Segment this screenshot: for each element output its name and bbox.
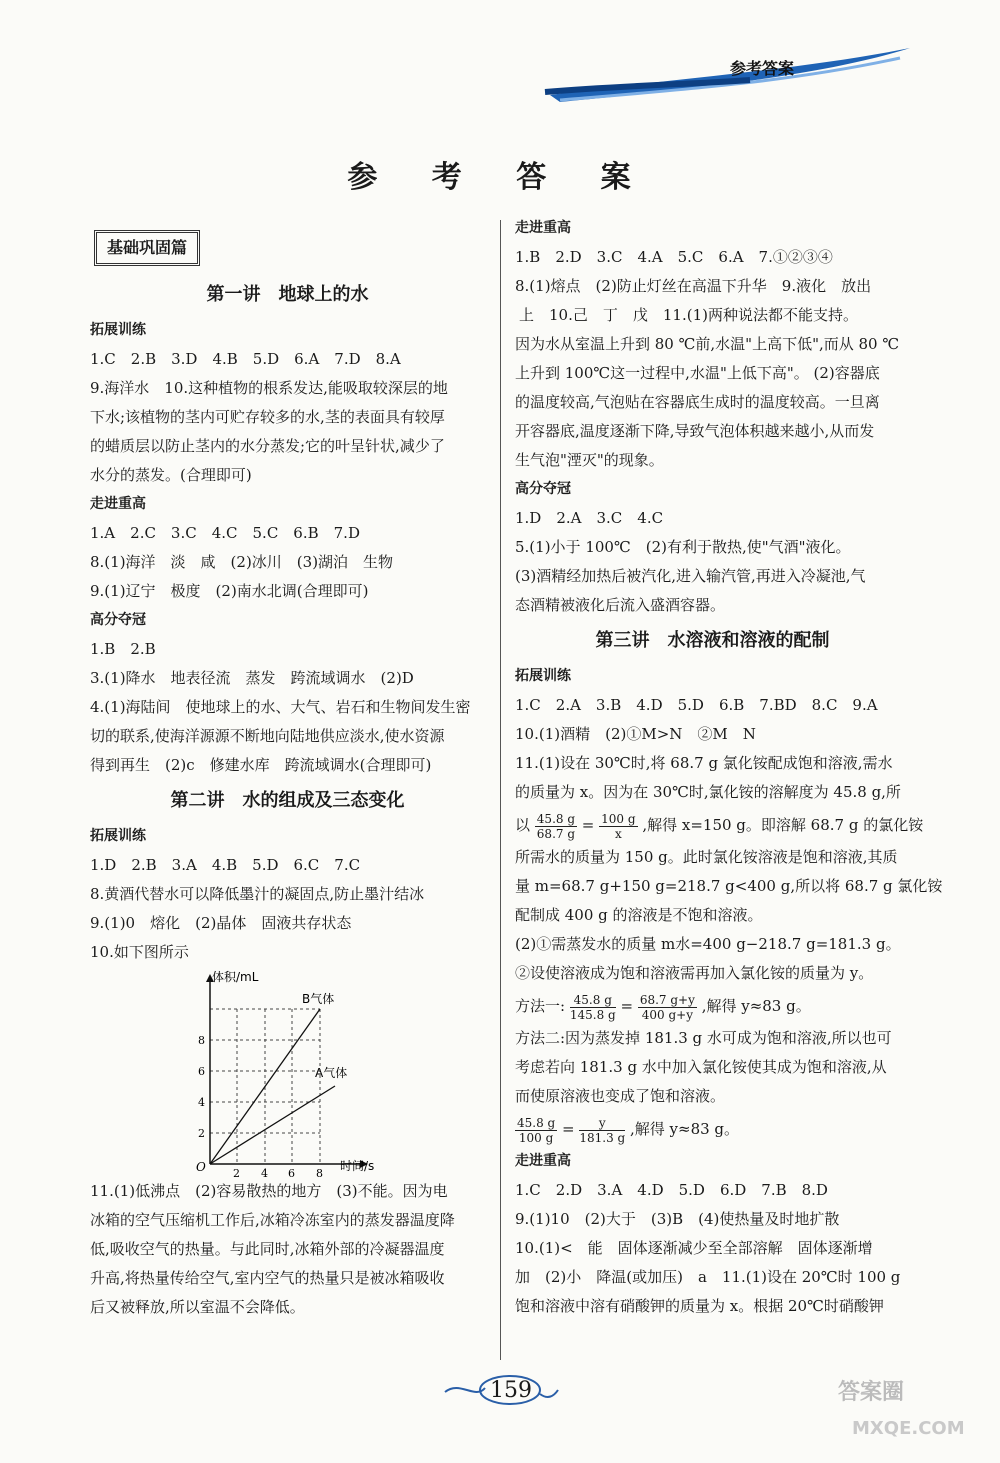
answer-line: 切的联系,使海洋源源不断地向陆地供应淡水,使水资源 [90,727,445,745]
fraction [638,993,697,1022]
answer-line: 得到再生 (2)c 修建水库 跨流域调水(合理即可) [90,756,432,774]
answer-line: 冰箱的空气压缩机工作后,冰箱冷冻室内的蒸发器温度降 [90,1211,455,1229]
answer-line: 8.(1)熔点 (2)防止灯丝在高温下升华 9.液化 放出 [515,277,872,295]
x-axis-label: 时间/s [340,1159,375,1173]
section-heading: 拓展训练 [515,668,571,684]
answer-line: 加 (2)小 降温(或加压) a 11.(1)设在 20℃时 100 g [515,1268,901,1286]
answer-line: (3)酒精经加热后被汽化,进入输汽管,再进入冷凝池,气 [515,567,866,585]
numerator: 45.8 g [517,1115,556,1130]
denominator: 181.3 g [579,1130,626,1145]
denominator: x [614,826,622,841]
fraction [535,812,577,841]
answer-line: 9.(1)10 (2)大于 (3)B (4)使热量及时地扩散 [515,1210,840,1228]
answer-line: 9.(1)辽宁 极度 (2)南水北调(合理即可) [90,582,369,600]
fraction [570,993,616,1022]
answer-line: 升高,将热量传给空气,室内空气的热量只是被冰箱吸收 [90,1269,445,1287]
answer-line: 8.(1)海洋 淡 咸 (2)冰川 (3)湖泊 生物 [90,553,394,571]
formula-suffix: ,解得 y≈83 g。 [630,1120,740,1138]
line-b-label: B气体 [302,992,335,1006]
answer-line: 生气泡"湮灭"的现象。 [515,451,664,469]
x-tick: 6 [288,1167,295,1180]
page-number: 159 [490,1378,532,1403]
answer-line: 1.D 2.B 3.A 4.B 5.D 6.C 7.C [90,856,361,874]
answer-line: 9.(1)0 熔化 (2)晶体 固液共存状态 [90,914,352,932]
formula-prefix: 方法一: [515,997,566,1015]
answer-line: 的蜡质层以防止茎内的水分蒸发;它的叶呈针状,减少了 [90,437,445,455]
chapter-1-title: 第一讲 地球上的水 [206,284,369,305]
section-heading: 高分夺冠 [90,612,146,628]
answer-line: 的质量为 x。因为在 30℃时,氯化铵的溶解度为 45.8 g,所 [515,783,901,801]
answer-line: 11.(1)设在 30℃时,将 68.7 g 氯化铵配成饱和溶液,需水 [515,754,893,772]
section-heading: 拓展训练 [90,322,146,338]
answer-line: 饱和溶液中溶有硝酸钾的质量为 x。根据 20℃时硝酸钾 [515,1297,884,1315]
denominator: 145.8 g [569,1007,616,1022]
answer-line: 而使原溶液也变成了饱和溶液。 [515,1087,726,1105]
answer-line: 1.D 2.A 3.C 4.C [515,509,664,527]
numerator: 68.7 g+y [639,992,695,1007]
page-title: 参 考 答 案 [347,160,653,195]
answer-line: 9.海洋水 10.这种植物的根系发达,能吸取较深层的地 [90,379,448,397]
formula-suffix: ,解得 y≈83 g。 [701,997,811,1015]
fraction [579,1116,625,1145]
answer-line: 后又被释放,所以室温不会降低。 [90,1298,305,1316]
section-heading: 走进重高 [515,220,571,236]
answer-line: 1.C 2.D 3.A 4.D 5.D 6.D 7.B 8.D [515,1181,828,1199]
answer-line: 考虑若向 181.3 g 水中加入氯化铵使其成为饱和溶液,从 [515,1058,887,1076]
fraction [515,1116,557,1145]
denominator: 100 g [518,1130,554,1145]
answer-line: 的温度较高,气泡贴在容器底生成时的温度较高。一旦离 [515,393,880,411]
numerator: y [579,1116,625,1131]
answer-line: 所需水的质量为 150 g。此时氯化铵溶液是饱和溶液,其质 [515,848,898,866]
x-tick: 8 [316,1167,323,1180]
watermark-logo: 答案圈 [838,1380,905,1405]
answer-line: 上升到 100℃这一过程中,水温"上低下高"。 (2)容器底 [515,364,880,382]
line-b [210,1009,320,1164]
answer-line: 态酒精被液化后流入盛酒容器。 [515,596,726,614]
formula-suffix: ,解得 x=150 g。即溶解 68.7 g 的氯化铵 [642,816,924,834]
left-column [90,225,485,1322]
section-heading: 走进重高 [515,1153,571,1169]
numerator: 45.8 g [536,811,576,826]
answer-line: 开容器底,温度逐渐下降,导致气泡体积越来越小,从而发 [515,422,875,440]
answer-line: 5.(1)小于 100℃ (2)有利于散热,使"气酒"液化。 [515,538,851,556]
section-heading: 高分夺冠 [515,481,571,497]
y-tick: 2 [198,1127,205,1140]
answer-line: (2)①需蒸发水的质量 m水=400 g−218.7 g=181.3 g。 [515,935,901,953]
column-divider [500,220,501,1360]
numerator: 100 g [601,811,636,826]
graph-svg [190,967,390,1180]
answer-line: 10.如下图所示 [90,943,189,961]
answer-line: 上 10.己 丁 戊 11.(1)两种说法都不能支持。 [519,306,858,324]
answer-line: 1.C 2.B 3.D 4.B 5.D 6.A 7.D 8.A [90,350,401,368]
y-tick: 6 [198,1065,205,1078]
answer-line: 方法二:因为蒸发掉 181.3 g 水可成为饱和溶液,所以也可 [515,1029,892,1047]
y-tick: 4 [198,1096,205,1109]
chapter-2-title: 第二讲 水的组成及三态变化 [170,790,405,811]
answer-line: 4.(1)海陆间 使地球上的水、大气、岩石和生物间发生密 [90,698,471,716]
header-label: 参考答案 [730,59,795,78]
answer-line: ②设使溶液成为饱和溶液需再加入氯化铵的质量为 y。 [515,964,874,982]
denominator: 400 g+y [641,1007,693,1022]
formula-line: $\frac{45.8 g}{100 g}$ = $\frac{y}{181.3 g}$ ,解得 y≈83 g。 [517,1115,740,1145]
volume-time-graph [90,967,485,1180]
answer-line: 1.A 2.C 3.C 4.C 5.C 6.B 7.D [90,524,360,542]
watermark-url: MXQE.COM [852,1418,965,1439]
formula-prefix: 以 [515,816,531,834]
answer-line: 11.(1)低沸点 (2)容易散热的地方 (3)不能。因为电 [90,1182,448,1200]
chapter-3-title: 第三讲 水溶液和溶液的配制 [595,630,830,651]
numerator: 45.8 g [570,993,616,1008]
x-tick: 4 [261,1167,268,1180]
line-a-label: A气体 [315,1066,348,1080]
formula-line: 方法一: $\frac{45.8 g}{145.8 g}$ = $\frac{68.7 g+y}{400 g+y}$ ,解得 y≈83 g。 [515,992,811,1022]
answer-line: 量 m=68.7 g+150 g=218.7 g<400 g,所以将 68.7 g 氯化铵 [515,877,943,895]
section-heading: 走进重高 [90,496,146,512]
answer-line: 1.B 2.B [90,640,156,658]
answer-line: 因为水从室温上升到 80 ℃前,水温"上高下低",而从 80 ℃ [515,335,900,353]
formula-line: 以 $\frac{45.8 g}{68.7 g}$ = $\frac{100 g}{x}$ ,解得 x=150 g。即溶解 68.7 g 的氯化铵 [515,811,924,841]
answer-line: 配制成 400 g 的溶液是不饱和溶液。 [515,906,763,924]
right-column [515,214,943,1321]
answer-line: 8.黄酒代替水可以降低墨汁的凝固点,防止墨汁结冰 [90,885,425,903]
answer-line: 1.C 2.A 3.B 4.D 5.D 6.B 7.BD 8.C 9.A [515,696,878,714]
denominator: 68.7 g [536,826,576,841]
y-tick: 8 [198,1034,205,1047]
origin-label: O [196,1160,206,1174]
line-a [210,1086,335,1164]
answer-line: 1.B 2.D 3.C 4.A 5.C 6.A 7.①②③④ [515,248,833,266]
answer-line: 3.(1)降水 地表径流 蒸发 跨流域调水 (2)D [90,669,414,687]
answer-line: 10.(1)< 能 固体逐渐减少至全部溶解 固体逐渐增 [515,1239,873,1257]
fraction [599,812,637,841]
section-box: 基础巩固篇 [94,230,200,266]
answer-line: 下水;该植物的茎内可贮存较多的水,茎的表面具有较厚 [90,408,445,426]
y-axis-label: 体积/mL [212,970,259,984]
answer-line: 10.(1)酒精 (2)①M>N ②M N [515,725,756,743]
answer-line: 低,吸收空气的热量。与此同时,冰箱外部的冷凝器温度 [90,1240,445,1258]
x-tick: 2 [233,1167,240,1180]
section-heading: 拓展训练 [90,828,146,844]
answer-line: 水分的蒸发。(合理即可) [90,466,252,484]
